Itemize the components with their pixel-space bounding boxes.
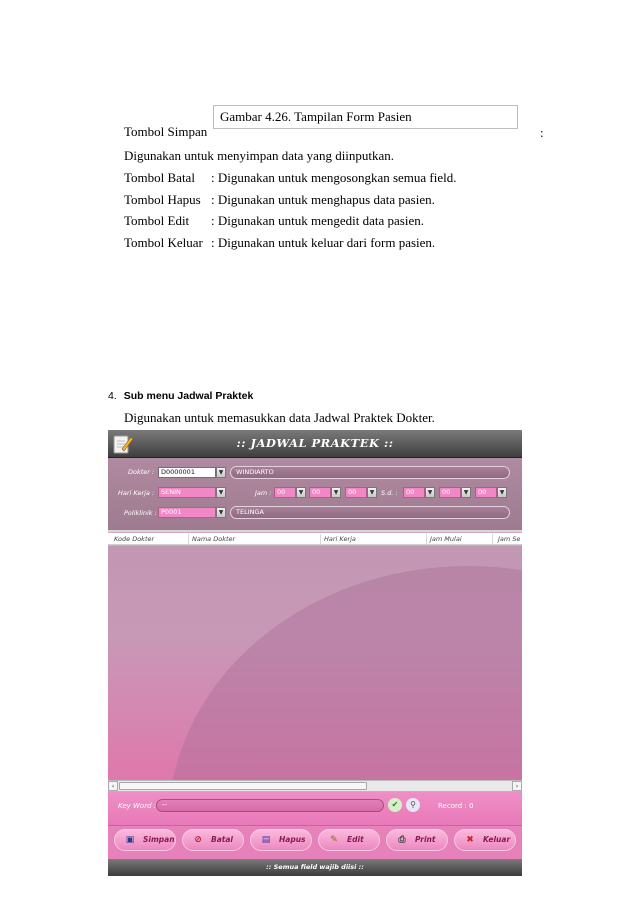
delete-icon: ▤	[261, 835, 271, 845]
chevron-down-icon[interactable]: ▼	[216, 487, 226, 498]
sd-second-select[interactable]: 00	[475, 487, 497, 498]
jam-hour-select[interactable]: 00	[274, 487, 296, 498]
chevron-down-icon[interactable]: ▼	[331, 487, 341, 498]
desc-term: Tombol Hapus	[124, 192, 201, 207]
dokter-label: Dokter :	[128, 468, 155, 476]
hari-label: Hari Kerja :	[118, 489, 155, 497]
title-bar	[108, 430, 522, 458]
keyword-label: Key Word :	[118, 802, 157, 810]
desc-text: : Digunakan untuk mengedit data pasien.	[211, 213, 425, 228]
col-kode-dokter[interactable]: Kode Dokter	[114, 535, 155, 543]
edit-button[interactable]: ✎ Edit	[318, 829, 380, 851]
poli-label: Poliklinik :	[124, 509, 157, 517]
search-icon[interactable]: ⚲	[406, 798, 420, 812]
desc-text: : Digunakan untuk mengosongkan semua field.	[211, 170, 457, 185]
keyword-input[interactable]: --	[156, 799, 384, 812]
scroll-left-icon[interactable]: ‹	[108, 781, 118, 791]
print-button[interactable]: ⎙ Print	[386, 829, 448, 851]
keluar-button[interactable]: ✖ Keluar	[454, 829, 516, 851]
poli-code-select[interactable]: P0001	[158, 507, 216, 518]
chevron-down-icon[interactable]: ▼	[461, 487, 471, 498]
chevron-down-icon[interactable]: ▼	[296, 487, 306, 498]
col-hari-kerja[interactable]: Hari Kerja	[324, 535, 356, 543]
dokter-code-select[interactable]: D0000001	[158, 467, 216, 478]
desc-term: Tombol Batal	[124, 170, 195, 185]
cancel-icon: ⊘	[194, 835, 202, 845]
background-arc	[168, 566, 522, 780]
data-grid[interactable]	[108, 546, 522, 780]
col-separator	[188, 534, 189, 544]
checkmark-icon[interactable]: ✔	[388, 798, 402, 812]
chevron-down-icon[interactable]: ▼	[425, 487, 435, 498]
scroll-right-icon[interactable]: ›	[512, 781, 522, 791]
chevron-down-icon[interactable]: ▼	[367, 487, 377, 498]
col-separator	[320, 534, 321, 544]
section-number: 4.	[108, 390, 117, 402]
simpan-button[interactable]: ▣ Simpan	[114, 829, 176, 851]
desc-row-simpan-text: Digunakan untuk menyimpan data yang diinputkan.	[124, 148, 395, 163]
dokter-name-field[interactable]: WINDIARTO	[230, 466, 510, 479]
hapus-button[interactable]: ▤ Hapus	[250, 829, 312, 851]
close-icon: ✖	[466, 835, 474, 845]
search-area	[108, 792, 522, 826]
section-heading	[108, 390, 253, 402]
horizontal-scrollbar[interactable]	[108, 780, 522, 791]
batal-button[interactable]: ⊘ Batal	[182, 829, 244, 851]
chevron-down-icon[interactable]: ▼	[497, 487, 507, 498]
action-buttons	[108, 826, 522, 859]
jadwal-praktek-window	[108, 430, 522, 876]
colon-far: :	[540, 125, 544, 140]
jam-label: Jam :	[255, 489, 272, 497]
hari-select[interactable]: SENIN	[158, 487, 216, 498]
grid-header	[108, 533, 522, 545]
jam-second-select[interactable]: 00	[345, 487, 367, 498]
desc-text: : Digunakan untuk keluar dari form pasien.	[211, 235, 436, 250]
col-jam-selesai[interactable]: Jam Se	[498, 535, 521, 543]
scroll-thumb[interactable]	[119, 782, 367, 790]
floppy-disk-icon: ▣	[125, 835, 135, 845]
figure-caption: Gambar 4.26. Tampilan Form Pasien	[213, 105, 518, 129]
desc-term: Tombol Edit	[124, 213, 190, 228]
chevron-down-icon[interactable]: ▼	[216, 507, 226, 518]
sd-label: S.d. :	[381, 489, 398, 497]
form-area	[108, 458, 522, 532]
desc-text: : Digunakan untuk menghapus data pasien.	[211, 192, 435, 207]
edit-pencil-icon: ✎	[330, 835, 338, 845]
section-intro: Digunakan untuk memasukkan data Jadwal Praktek Dokter.	[124, 410, 435, 425]
col-separator	[492, 534, 493, 544]
desc-term: Tombol Keluar	[124, 235, 203, 250]
required-fields-note: :: Semua field wajib diisi ::	[108, 859, 522, 876]
record-count: Record : 0	[438, 802, 474, 810]
sd-hour-select[interactable]: 00	[403, 487, 425, 498]
jam-minute-select[interactable]: 00	[309, 487, 331, 498]
col-jam-mulai[interactable]: Jam Mulai	[430, 535, 462, 543]
col-nama-dokter[interactable]: Nama Dokter	[192, 535, 236, 543]
col-separator	[426, 534, 427, 544]
section-title: Sub menu Jadwal Praktek	[123, 390, 254, 402]
chevron-down-icon[interactable]: ▼	[216, 467, 226, 478]
printer-icon: ⎙	[398, 835, 406, 845]
desc-term: Tombol Simpan	[124, 124, 208, 139]
window-title: :: JADWAL PRAKTEK ::	[236, 436, 394, 450]
poli-name-field[interactable]: TELINGA	[230, 506, 510, 519]
sd-minute-select[interactable]: 00	[439, 487, 461, 498]
